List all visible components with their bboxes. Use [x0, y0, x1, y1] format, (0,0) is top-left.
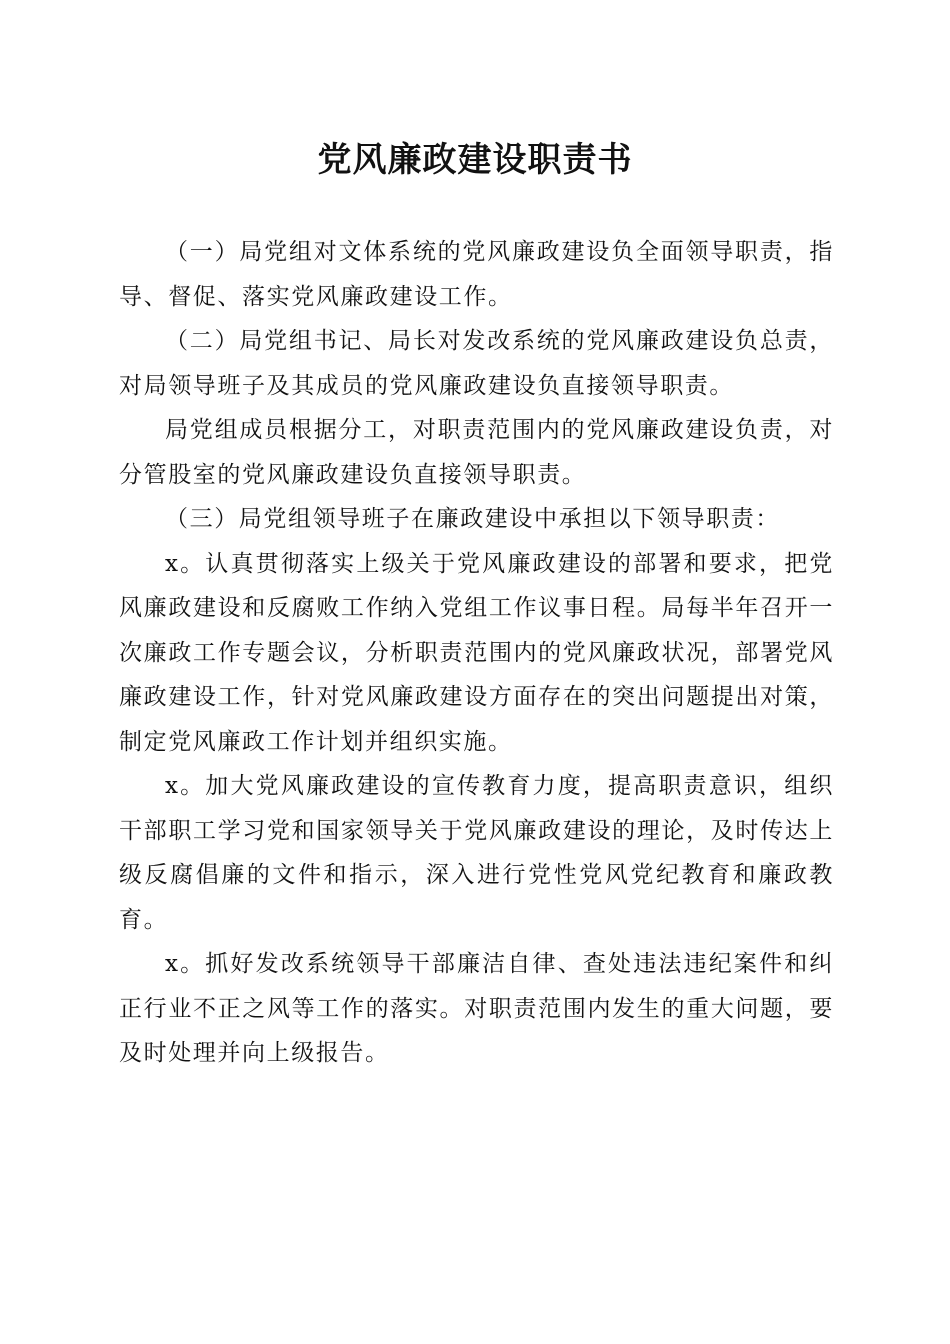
paragraph-7: x。抓好发改系统领导干部廉洁自律、查处违法违纪案件和纠正行业不正之风等工作的落实。对职责范围内发生的重大问题，要及时处理并向上级报告。 — [119, 951, 834, 1066]
paragraph-4: （三）局党组领导班子在廉政建设中承担以下领导职责： — [165, 506, 780, 532]
paragraph-1: （一）局党组对文体系统的党风廉政建设负全面领导职责，指导、督促、落实党风廉政建设工作。 — [119, 239, 834, 310]
paragraph-6: x。加大党风廉政建设的宣传教育力度，提高职责意识，组织干部职工学习党和国家领导关于党风廉政建设的理论，及时传达上级反腐倡廉的文件和指示，深入进行党性党风党纪教育和廉政教育。 — [119, 773, 834, 933]
paragraph-3: 局党组成员根据分工，对职责范围内的党风廉政建设负责，对分管股室的党风廉政建设负直接领导职责。 — [119, 417, 834, 488]
paragraph-2: （二）局党组书记、局长对发改系统的党风廉政建设负总责，对局领导班子及其成员的党风廉政建设负直接领导职责。 — [119, 328, 834, 399]
document-body — [119, 230, 834, 1076]
document-title: 党风廉政建设职责书 — [317, 140, 633, 180]
paragraph-5: x。认真贯彻落实上级关于党风廉政建设的部署和要求，把党风廉政建设和反腐败工作纳入党组工作议事日程。局每半年召开一次廉政工作专题会议，分析职责范围内的党风廉政状况，部署党风廉政建设工作，针对党风廉政建设方面存在的突出问题提出对策，制定党风廉政工作计划并组织实施。 — [119, 550, 834, 755]
